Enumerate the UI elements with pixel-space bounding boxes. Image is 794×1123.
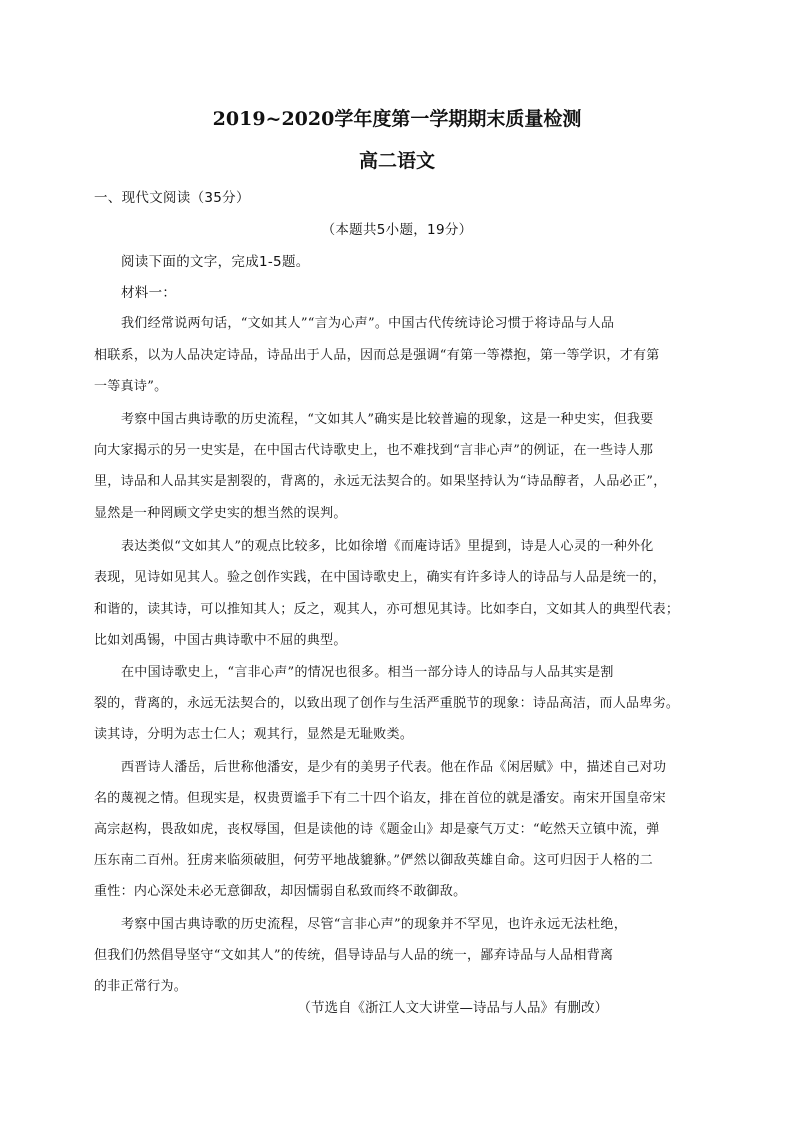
text-line: 压东南二百州。狂虏来临须破胆，何劳平地战貔貅。”俨然以御敌英雄自命。这可归因于人格的二 [94, 853, 654, 868]
text-line: 裂的，背离的，永远无法契合的，以致出现了创作与生活严重脱节的现象：诗品高洁，而人品卑劣。 [94, 696, 680, 711]
text-line: 考察中国古典诗歌的历史流程，尽管“言非心声”的现象并不罕见，也许永远无法杜绝， [121, 917, 627, 932]
instruction-text: 阅读下面的文字，完成1-5题。 [121, 254, 310, 270]
section-note: （本题共5小题，19分） [321, 222, 473, 238]
text-line: 的非正常行为。 [94, 979, 188, 994]
text-line: 里，诗品和人品其实是割裂的，背离的，永远无法契合的。如果坚持认为“诗品醇者，人品必正”， [94, 474, 667, 489]
text-line: 表现，见诗如见其人。验之创作实践，在中国诗歌史上，确实有许多诗人的诗品与人品是统一的， [94, 570, 666, 585]
text-line: 比如刘禹锡，中国古典诗歌中不屈的典型。 [94, 633, 347, 648]
text-line: 向大家揭示的另一史实是，在中国古代诗歌史上，也不难找到“言非心声”的例证，在一些诗人那 [94, 443, 654, 458]
text-line: 在中国诗歌史上，“言非心声”的情况也很多。相当一部分诗人的诗品与人品其实是割 [121, 665, 614, 680]
text-line: 表达类似“文如其人”的观点比较多，比如徐增《而庵诗话》里提到，诗是人心灵的一种外化 [121, 539, 654, 554]
text-line: 读其诗，分明为志士仁人；观其行，显然是无耻败类。 [94, 727, 414, 742]
text-line: 但我们仍然倡导坚守“文如其人”的传统，倡导诗品与人品的统一，鄙弃诗品与人品相背离 [94, 948, 614, 963]
subject-title: 高二语文 [358, 150, 435, 172]
text-line: 我们经常说两句话，“文如其人”“言为心声”。中国古代传统诗论习惯于将诗品与人品 [121, 316, 615, 331]
text-line: 显然是一种罔顾文学史实的想当然的误判。 [94, 506, 347, 521]
section-heading: 一、现代文阅读（35分） [94, 190, 250, 206]
text-line: 和谐的，读其诗，可以推知其人；反之，观其人，亦可想见其诗。比如李白，文如其人的典型代表； [94, 602, 680, 617]
text-line: 重性：内心深处未必无意御敌，却因懦弱自私致而终不敢御敌。 [94, 884, 467, 899]
text-line: 相联系，以为人品决定诗品，诗品出于人品，因而总是强调“有第一等襟抱，第一等学识，才有第 [94, 348, 660, 363]
text-line: 名的蔑视之情。但现实是，权贵贾谧手下有二十四个谄友，排在首位的就是潘安。南宋开国皇帝宋 [94, 791, 666, 806]
text-line: 一等真诗”。 [94, 379, 168, 394]
exam-title: 2019~2020学年度第一学期期末质量检测 [212, 108, 582, 130]
text-line: 考察中国古典诗歌的历史流程，“文如其人”确实是比较普遍的现象，这是一种史实，但我要 [121, 412, 654, 427]
text-line: 高宗赵构，畏敌如虎，丧权辱国，但是读他的诗《题金山》却是豪气万丈：“屹然天立镇中流，弹 [94, 822, 660, 837]
source-citation: （节选自《浙江人文大讲堂—诗品与人品》有删改） [297, 1000, 608, 1016]
text-line: 西晋诗人潘岳，后世称他潘安，是少有的美男子代表。他在作品《闲居赋》中，描述自己对功 [121, 760, 667, 775]
material-label: 材料一： [121, 285, 177, 301]
